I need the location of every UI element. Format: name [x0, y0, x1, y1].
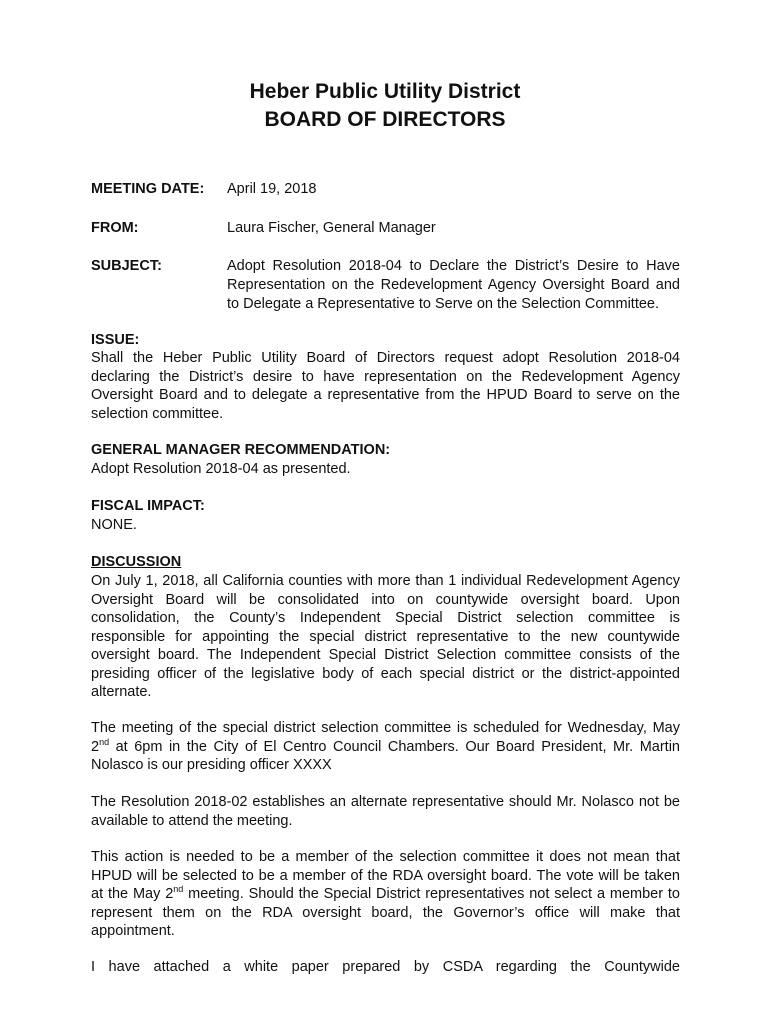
discussion-line — [91, 738, 680, 757]
board-title: BOARD OF DIRECTORS — [264, 108, 506, 131]
discussion-heading: DISCUSSION — [91, 554, 182, 570]
issue-line: Oversight Board and to delegate a representative from the HPUD Board to serve on the — [91, 387, 680, 403]
discussion-paragraph-5 — [91, 958, 680, 977]
discussion-line: I have attached a white paper prepared by CSDA regarding the Countywide — [91, 959, 680, 975]
discussion-line: The Resolution 2018-02 establishes an alternate representative should Mr. Nolasco not be — [91, 794, 680, 810]
discussion-line: This action is needed to be a member of the selection committee it does not mean that — [91, 849, 680, 865]
ordinal-suffix: nd — [173, 884, 184, 895]
discussion-line: responsible for appointing the special district representative to the new countywide — [91, 628, 680, 645]
discussion-line: consolidation, the County’s Independent Special District selection committee is — [91, 610, 680, 626]
organization-title: Heber Public Utility District — [249, 80, 521, 103]
subject-line: Adopt Resolution 2018-04 to Declare the District’s Desire to Have — [227, 258, 680, 274]
issue-line: Shall the Heber Public Utility Board of Directors request adopt Resolution 2018-04 — [91, 350, 680, 366]
recommendation-heading: GENERAL MANAGER RECOMMENDATION: — [91, 442, 391, 458]
discussion-paragraph-4 — [91, 848, 680, 941]
ordinal-number: 2 — [91, 738, 100, 755]
discussion-paragraph-2 — [91, 719, 680, 775]
subject-value — [227, 257, 680, 314]
line-text: at the May 2 — [91, 886, 174, 902]
line-text: meeting. Should the Special District representatives not select a member to — [183, 886, 680, 902]
discussion-line: On July 1, 2018, all California counties with more than 1 individual Redevelopment Agency — [91, 573, 680, 589]
discussion-paragraph-1 — [91, 572, 680, 702]
discussion-line: oversight board. The Independent Special District Selection committee consists of the — [91, 647, 680, 663]
subject-line: to Delegate a Representative to Serve on the Selection Committee. — [227, 296, 660, 312]
discussion-line: The meeting of the special district selection committee is scheduled for Wednesday, May — [91, 720, 680, 736]
discussion-line: available to attend the meeting. — [91, 812, 293, 829]
discussion-line: Oversight Board will be consolidated into on countywide oversight board. Upon — [91, 591, 680, 608]
meeting-date-value: April 19, 2018 — [227, 181, 317, 197]
from-label: FROM: — [91, 220, 139, 236]
issue-paragraph — [91, 349, 680, 423]
subject-label: SUBJECT: — [91, 258, 162, 274]
issue-line: selection committee. — [91, 405, 224, 422]
discussion-line: Nolasco is our presiding officer XXXX — [91, 757, 332, 773]
discussion-line: represent them on the RDA oversight board, the Governor’s office will make that — [91, 904, 680, 921]
discussion-paragraph-3 — [91, 793, 680, 830]
ordinal-suffix: nd — [99, 736, 110, 747]
discussion-line: alternate. — [91, 684, 152, 700]
issue-heading: ISSUE: — [91, 332, 140, 348]
fiscal-impact-heading: FISCAL IMPACT: — [91, 498, 205, 514]
discussion-line: appointment. — [91, 923, 175, 939]
discussion-line — [91, 885, 680, 904]
subject-line: Representation on the Redevelopment Agency Oversight Board and — [227, 277, 680, 293]
discussion-line: HPUD will be selected to be a member of the RDA oversight board. The vote will be taken — [91, 867, 680, 884]
recommendation-text: Adopt Resolution 2018-04 as presented. — [91, 461, 351, 477]
line-text: at 6pm in the City of El Centro Council Chambers. Our Board President, Mr. Martin — [109, 738, 680, 755]
meeting-date-label: MEETING DATE: — [91, 181, 205, 197]
discussion-line: presiding officer of the legislative body of each special district or the district-appointed — [91, 665, 680, 682]
from-value: Laura Fischer, General Manager — [227, 220, 436, 236]
fiscal-impact-text: NONE. — [91, 517, 137, 533]
issue-line: declaring the District’s desire to have representation on the Redevelopment Agency — [91, 368, 680, 385]
